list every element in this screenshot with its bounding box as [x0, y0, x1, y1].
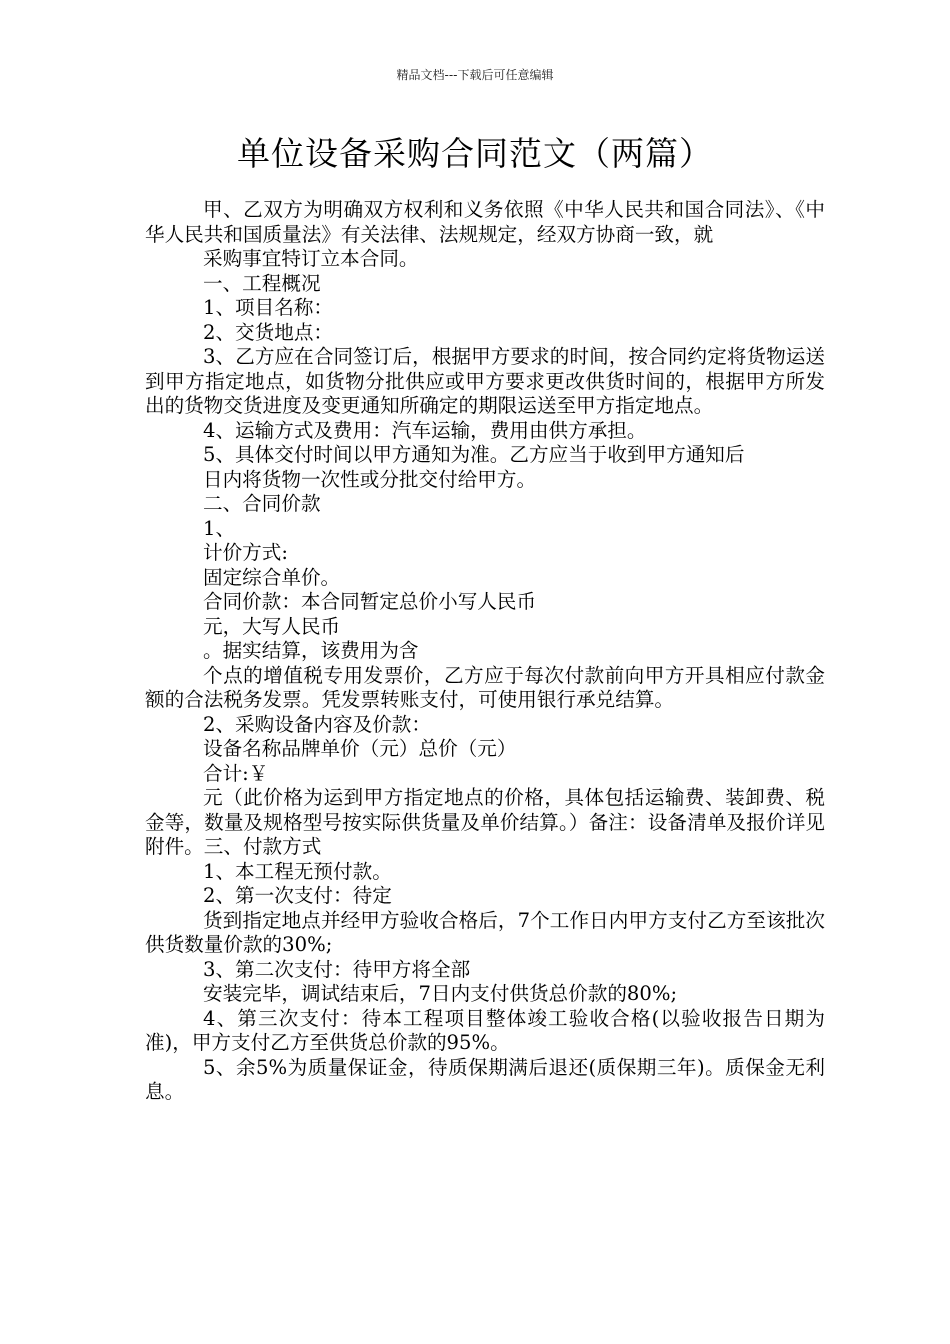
paragraph: 元，大写人民币: [203, 614, 341, 638]
paragraph: 4、第三次支付：待本工程项目整体竣工验收合格(以验收报告日期为准)，甲方支付乙方至供货总价款的95%。: [145, 1006, 825, 1054]
paragraph: 2、交货地点：: [203, 320, 334, 344]
paragraph: 2、第一次支付：待定: [203, 884, 392, 907]
section-heading: 一、工程概况: [203, 271, 321, 295]
section-heading: 二、合同价款: [203, 492, 321, 515]
paragraph: 5、具体交付时间以甲方通知为准。乙方应当于收到甲方通知后: [203, 443, 745, 466]
paragraph: 采购事宜特订立本合同。: [203, 247, 419, 270]
paragraph: 合同价款：本合同暂定总价小写人民币: [203, 590, 537, 613]
paragraph: 1、项目名称：: [203, 296, 334, 319]
paragraph: 日内将货物一次性或分批交付给甲方。: [203, 467, 537, 491]
document-title: 单位设备采购合同范文（两篇）: [237, 134, 713, 173]
paragraph: 设备名称品牌单价（元）总价（元）: [203, 737, 517, 760]
paragraph: 合计:￥: [203, 761, 269, 785]
paragraph: 3、第二次支付：待甲方将全部: [203, 957, 471, 981]
paragraph: 3、乙方应在合同签订后，根据甲方要求的时间，按合同约定将货物运送到甲方指定地点，如货物分批供应或甲方要求更改供货时间的，根据甲方所发出的货物交货进度及变更通知所确定的期限运送至甲方指定地点。: [145, 345, 825, 417]
paragraph: 1、本工程无预付款。: [203, 859, 392, 883]
paragraph: 2、采购设备内容及价款：: [203, 712, 431, 736]
document-body: [145, 198, 825, 1105]
paragraph: 甲、乙双方为明确双方权利和义务依照《中华人民共和国合同法》、《中华人民共和国质量法》有关法律、法规规定，经双方协商一致，就: [145, 198, 825, 246]
paragraph: 计价方式:: [203, 541, 288, 564]
page-header: 精品文档---下载后可任意编辑: [396, 68, 554, 82]
paragraph: 个点的增值税专用发票价，乙方应于每次付款前向甲方开具相应付款金额的合法税务发票。凭发票转账支付，可使用银行承兑结算。: [145, 663, 825, 711]
paragraph: 安装完毕，调试结束后，7日内支付供货总价款的80%;: [203, 982, 678, 1005]
paragraph: 。据实结算，该费用为含: [203, 639, 419, 662]
paragraph: 货到指定地点并经甲方验收合格后，7个工作日内甲方支付乙方至该批次供货数量价款的30%;: [145, 908, 825, 956]
paragraph: 固定综合单价。: [203, 565, 341, 589]
paragraph: 4、运输方式及费用：汽车运输，费用由供方承担。: [203, 418, 647, 442]
paragraph: 元（此价格为运到甲方指定地点的价格，具体包括运输费、装卸费、税金等，数量及规格型号按实际供货量及单价结算。）备注：设备清单及报价详见附件。三、付款方式: [145, 786, 825, 858]
paragraph: 1、: [203, 516, 236, 540]
paragraph: 5、余5%为质量保证金，待质保期满后退还(质保期三年)。质保金无利息。: [145, 1055, 825, 1103]
